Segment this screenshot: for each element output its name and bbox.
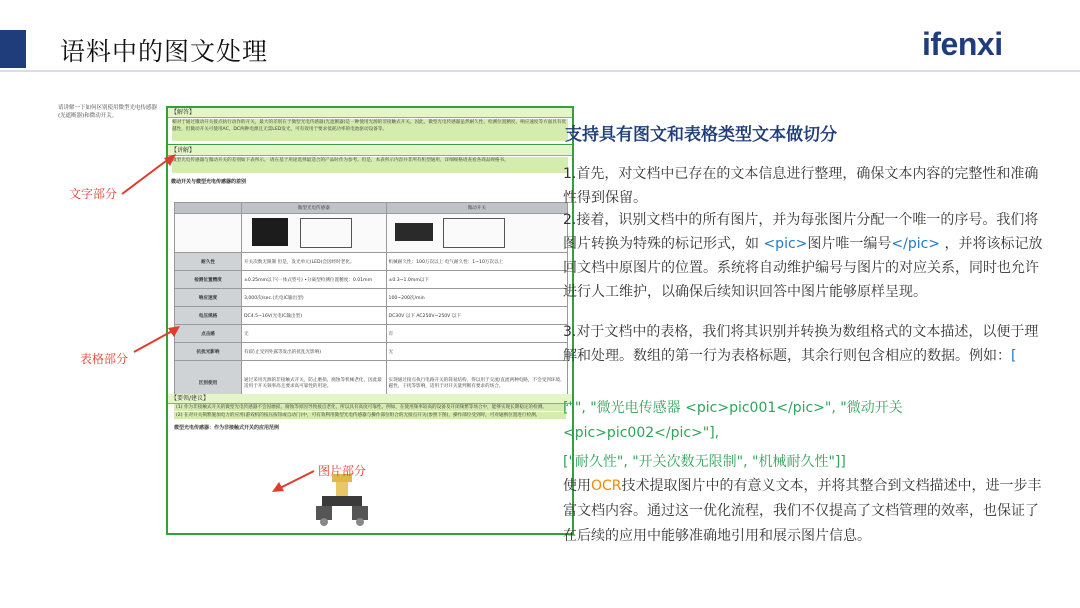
spec-table-image-cell-2 [386, 214, 567, 253]
row-label: 检测位置精度 [175, 271, 242, 289]
annotation-arrow-text [118, 150, 180, 200]
step-2-part-a: 2.接着，识别文档中的所有图片，并为每张图片分配一个唯一的序号。我们将图片转换为特殊的标记形式，如 [563, 212, 1039, 252]
table-cell: 有 [386, 325, 567, 343]
spec-table-image-cell-1 [242, 214, 387, 253]
table-cell: 开关次数无限制 但是，发光单元(LED)会因经时老化。 [242, 253, 387, 271]
step-1-text: 1.首先，对文档中已存在的文本信息进行整理，确保文本内容的完整性和准确性得到保留。 [563, 166, 1039, 206]
annotation-image-part: 图片部分 [318, 464, 367, 478]
spec-table-col2-header: 微动开关 [386, 203, 567, 214]
annotation-table-part: 表格部分 [80, 352, 129, 366]
array-example-row-2: ["耐久性", "开关次数无限制", "机械耐久性"]] [563, 454, 846, 470]
doc-section-tips-heading: 【要领/建议】 [168, 394, 572, 404]
pic-tag-label: 图片唯一编号 [807, 236, 892, 252]
doc-answer-box [166, 106, 574, 535]
section-subtitle: 支持具有图文和表格类型文本做切分 [565, 125, 837, 145]
micro-switch-image [395, 223, 433, 241]
row-label: 点击感 [175, 325, 242, 343]
array-example-row-1: ["", "微光电传感器 <pic>pic001</pic>", "微动开关 <pic>pic002</pic>"], [563, 400, 903, 441]
table-cell: 100~200次/min [386, 289, 567, 307]
pic-tag-close: </pic> [891, 236, 941, 252]
doc-note-2: (2) 在对开关频繁施加电力的应用(游戏机的按压按钮或自动门)中，可有效利用微型光电传感器与操作部位组合的无接点开关(参照下图)，操作部位受到时，可对通断位置进行检测。 [174, 412, 566, 419]
table-row [175, 271, 568, 289]
photo-sensor-diagram [300, 218, 352, 248]
micro-switch-diagram [443, 218, 505, 248]
pic-tag-open: <pic> [763, 236, 808, 252]
spec-table-image-row-label [175, 214, 242, 253]
table-cell: 3,000次/sec.(光电IC输出型) [242, 289, 387, 307]
doc-note-1: (1) 作为非接触式开关的微型光电传感器不会因磨损、腐蚀等原因导致接点老化，所以具有高度可靠性。例如，在使用频率较高的设备及开闭频繁等场合中，能够实现长期稳定的检测。 [174, 404, 566, 411]
doc-intro-text: 请讲解一下如何区别使用微型光电传感器(光遮断器)和微动开关。 [58, 105, 158, 119]
annotation-arrow-image [268, 465, 320, 495]
ocr-keyword: OCR [591, 478, 622, 494]
row-label: 耐久性 [175, 253, 242, 271]
step-2-part-b: ，并将该标记放回文档中原图片的位置。系统将自动维护编号与图片的对应关系，同时也允许进行人工维护，以确保后续知识回答中图片能够原样呈现。 [563, 236, 1043, 300]
doc-section-answer-heading: 【解答】 [168, 108, 572, 118]
table-cell: 有(防止受到外露等发出的扰乱光影响) [242, 343, 387, 361]
row-label: 电压规格 [175, 307, 242, 325]
doc-section-answer-text: 相对于通过微动开关接点执行动作的开关，最大的差别在于微型光电传感器(光遮断器)是一种使用光源的非接触式开关。因此，微型光电传感器虽然耐久性、检测位置精度、响应速度等方面具有优越性，但微动开关可使用AC、DC两种电源且无需LED发光，可有效用于要求低耗功率的电池驱动设备等。 [172, 119, 568, 141]
row-label: 响应速度 [175, 289, 242, 307]
doc-notes [174, 404, 566, 432]
spec-table-col1-header: 微型光电传感器 [242, 203, 387, 214]
table-row [175, 253, 568, 271]
table-cell: 实现通过接点执行电路开关的简易结构，得以用于交流/直流两种电路，不会受到环境、磁性、干扰等影响，适用于对开关量判断有要求的场合。 [386, 361, 567, 406]
header-divider [0, 70, 1080, 72]
spec-table [174, 202, 568, 406]
table-cell: DC30V 以下 AC250V~250V 以下 [386, 307, 567, 325]
table-cell: 机械耐久性：100万次以上 电气耐久性：1~10万次以上 [386, 253, 567, 271]
row-label: 区别使用 [175, 361, 242, 406]
doc-section-explain-heading: 【讲解】 [168, 146, 572, 156]
photo-sensor-image [252, 218, 288, 246]
table-cell: ±0.3~1.0mm以下 [386, 271, 567, 289]
doc-divider [168, 144, 572, 145]
brand-logo: ifenxi [922, 26, 1003, 62]
annotation-text-part: 文字部分 [69, 187, 118, 201]
table-row [175, 343, 568, 361]
header-accent-bar [0, 30, 26, 68]
step-3-text [563, 320, 1043, 368]
step-2-text [563, 208, 1043, 304]
table-cell: DC4.5~16V(光电IC输出型) [242, 307, 387, 325]
table-row [175, 289, 568, 307]
ocr-paragraph-lead: 使用 [563, 478, 591, 494]
ocr-paragraph [563, 474, 1043, 549]
slide-title: 语料中的图文处理 [60, 37, 269, 66]
table-cell: 无 [242, 325, 387, 343]
table-row [175, 325, 568, 343]
doc-section-explain-text: 微型光电传感器与微动开关的差别如下表所示。 请在基于用途选择最适合的产品时作为参考。但是，本表所示内容并非所有机型通用，详细规格请查看各商品规格书。 [172, 157, 568, 173]
annotation-arrow-table [130, 322, 182, 356]
table-cell: 通过采用光源的非接触式开关，防止磨损、腐蚀等机械老化，因此最适用于开关频率高且要求高可靠性的用途。 [242, 361, 387, 406]
table-cell: 无 [386, 343, 567, 361]
spec-table-corner [175, 203, 242, 214]
doc-figure-caption: 微型光电传感器：作为非接触式开关的应用范例 [174, 425, 280, 431]
array-open-bracket: [ [1011, 348, 1017, 364]
step-3-body: 3.对于文档中的表格，我们将其识别并转换为数组格式的文本描述，以便于理解和处理。数组的第一行为表格标题，其余行则包含相应的数据。例如： [563, 324, 1039, 364]
table-cell: ±0.25mm以下(一体式型号) •分离型检测位置精度：0.01mm [242, 271, 387, 289]
row-label: 抗扰光影响 [175, 343, 242, 361]
table-row [175, 307, 568, 325]
ocr-paragraph-body: 技术提取图片中的有意义文本，并将其整合到文档描述中，进一步丰富文档内容。通过这一优化流程，我们不仅提高了文档管理的效率，也保证了在后续的应用中能够准确地引用和展示图片信息。 [563, 478, 1042, 544]
doc-table-title: 微动开关与微型光电传感器的差别 [168, 178, 572, 187]
